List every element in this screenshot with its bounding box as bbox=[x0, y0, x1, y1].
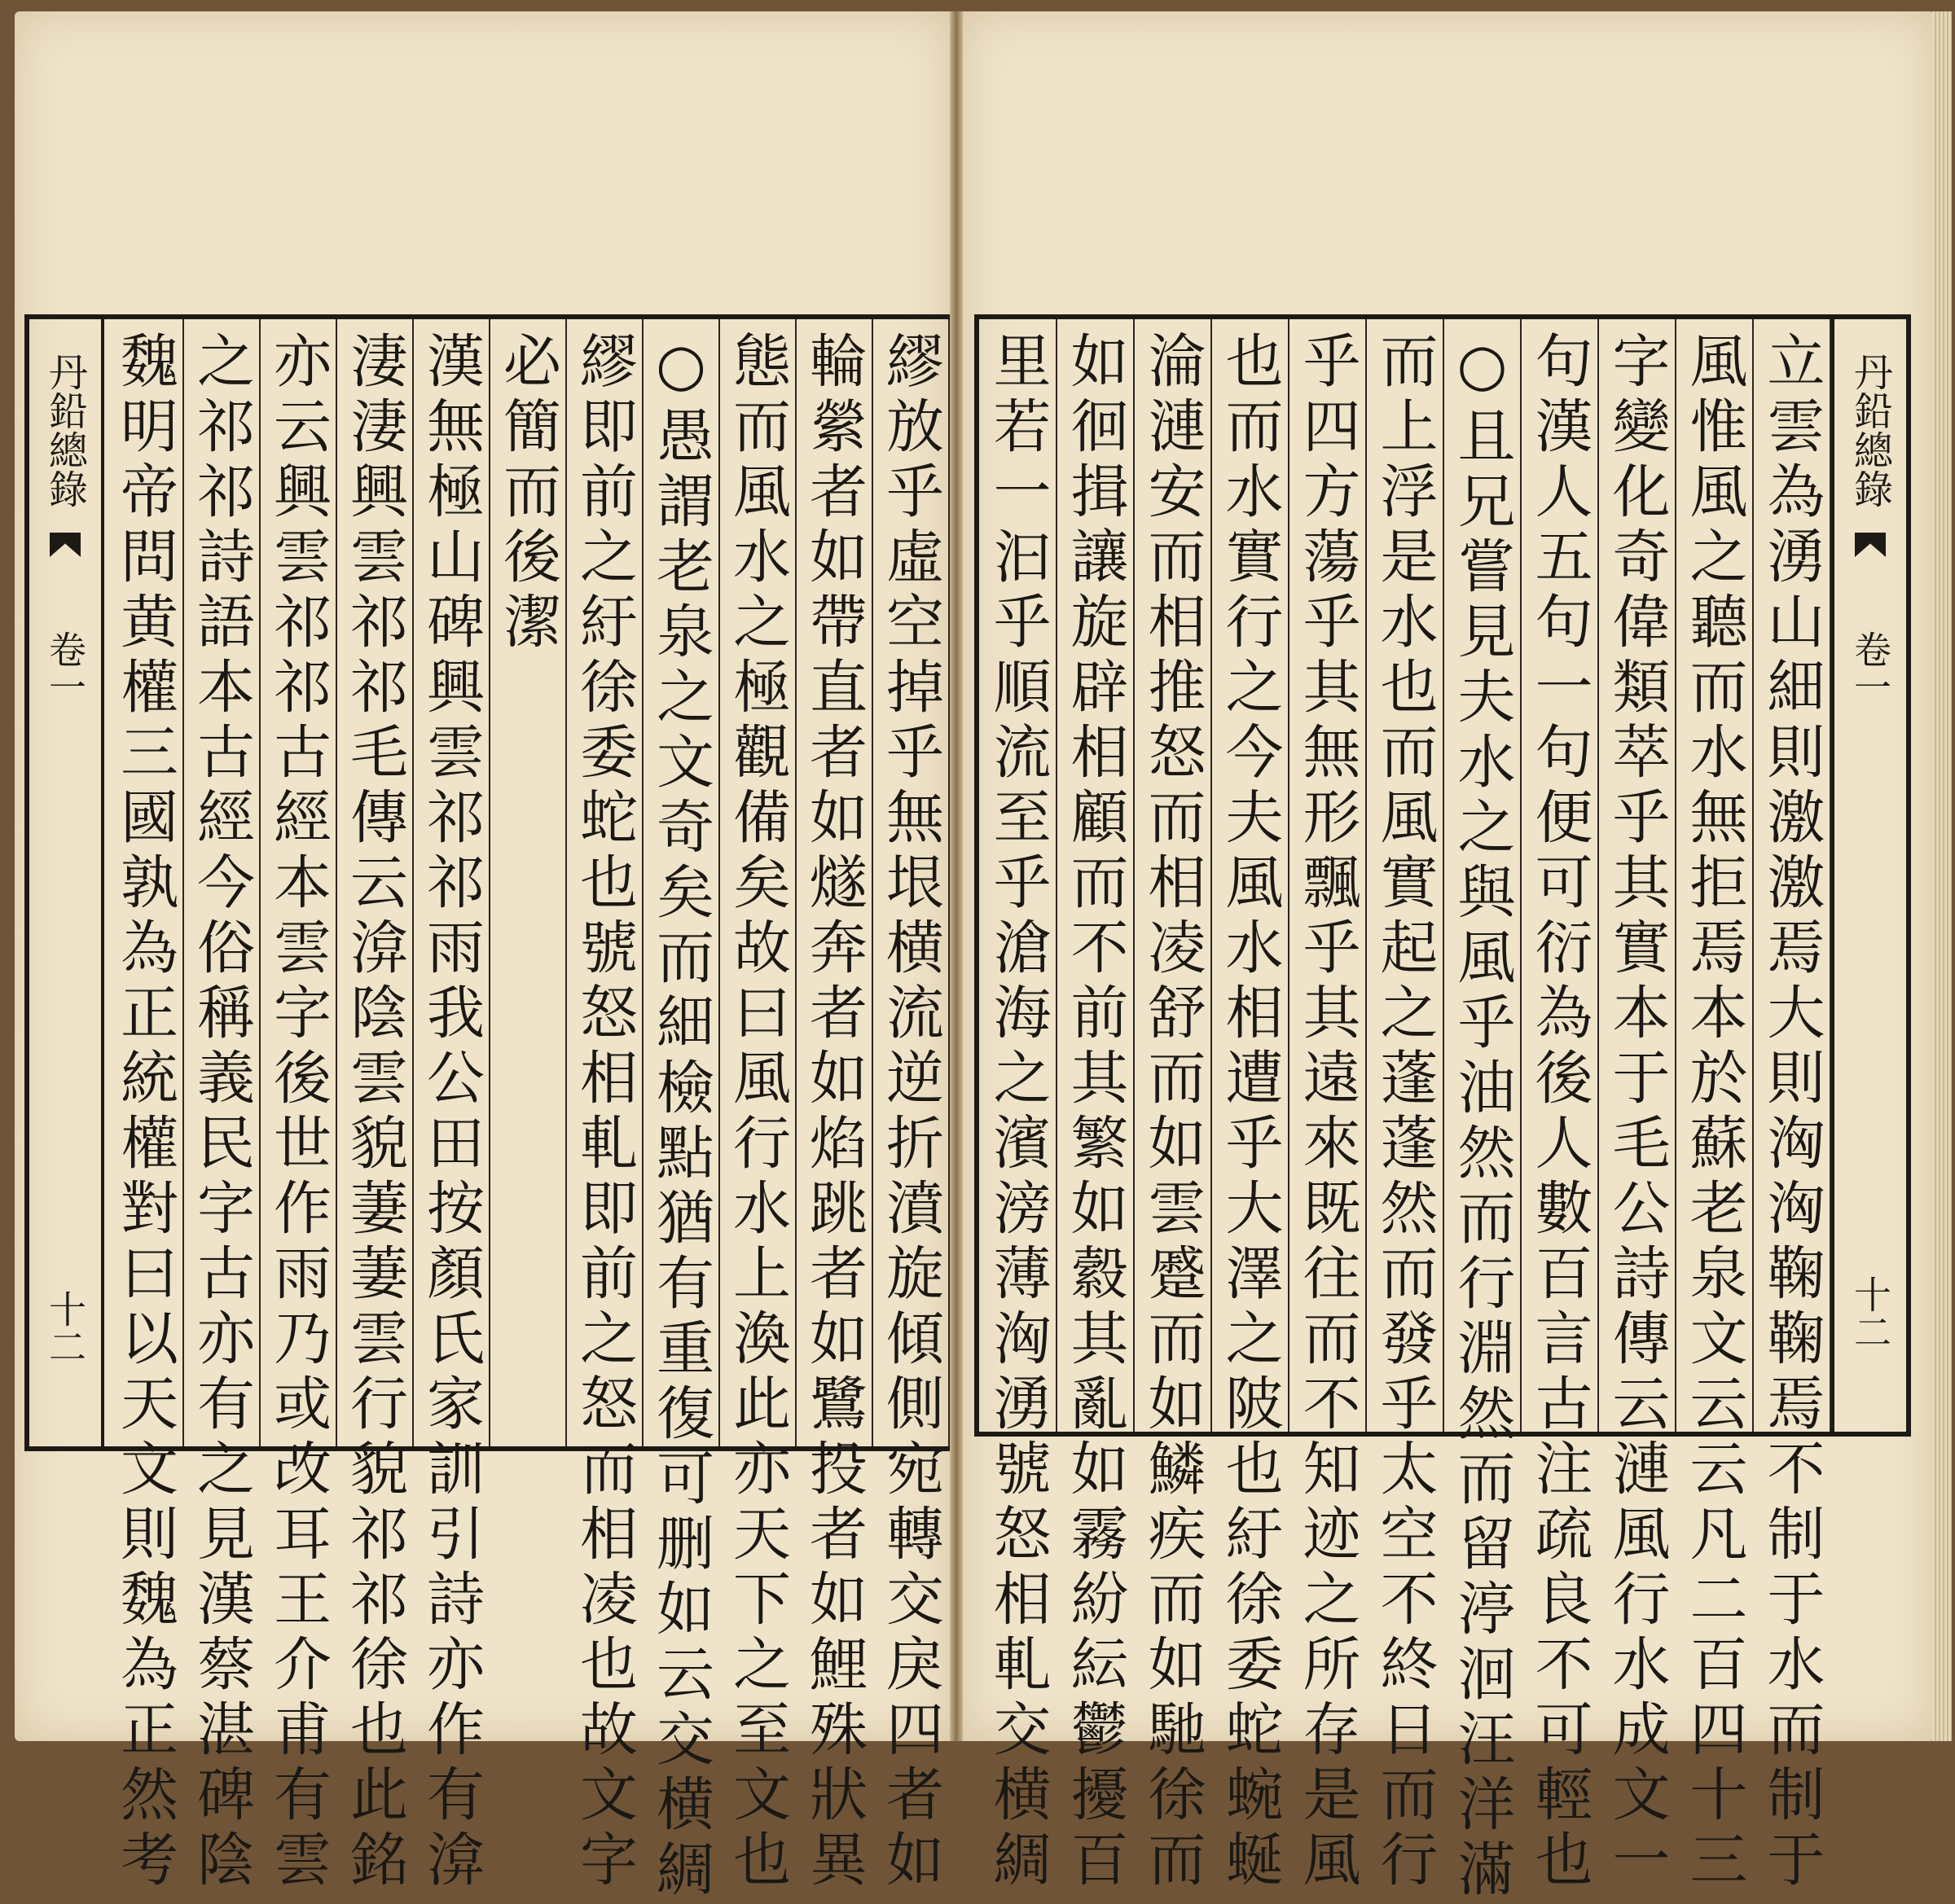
text-column bbox=[797, 319, 873, 1894]
column-text: 淪漣安而相推怒而相凌舒而如雲蹙而如鱗疾而如馳徐而 bbox=[1139, 331, 1206, 1894]
right-margin-title: 丹鉛總錄 bbox=[1847, 352, 1893, 508]
text-column bbox=[1212, 319, 1289, 1894]
column-text: 魏明帝問黄權三國孰為正統權對曰以天文則魏為正然考 bbox=[111, 331, 179, 1894]
left-page-text-frame bbox=[24, 314, 950, 1904]
fishtail-mark bbox=[1855, 533, 1886, 557]
column-text: 也而水實行之今夫風水相遭乎大澤之陂也紆徐委蛇蜿蜒 bbox=[1216, 331, 1284, 1894]
text-column bbox=[1676, 319, 1754, 1894]
column-text: 繆放乎虛空掉乎無垠横流逆折濆旋傾側宛轉交戾四者如 bbox=[876, 331, 945, 1894]
text-column bbox=[1135, 319, 1212, 1894]
column-text: 字變化奇偉類萃乎其實本于毛公詩傳云漣風行水成文一 bbox=[1603, 331, 1671, 1894]
text-column bbox=[261, 319, 337, 1894]
right-margin-page-number: 十二 bbox=[1848, 1275, 1892, 1350]
right-margin-volume: 卷一 bbox=[1848, 630, 1892, 705]
text-column bbox=[337, 319, 414, 1894]
right-page-text-frame bbox=[974, 314, 1911, 1904]
left-margin-page-number: 十二 bbox=[43, 1290, 87, 1365]
text-column bbox=[1057, 319, 1135, 1894]
column-text: 風惟風之聽而水無拒焉本於蘇老泉文云云凡二百四十三 bbox=[1680, 331, 1748, 1894]
text-column bbox=[1444, 319, 1522, 1904]
column-text: 淒淒興雲祁祁毛傳云渰陰雲貌萋萋雲行貌祁祁徐也此銘 bbox=[340, 331, 409, 1894]
column-text: 態而風水之極觀備矣故曰風行水上渙此亦天下之至文也 bbox=[723, 331, 792, 1894]
fishtail-mark bbox=[50, 533, 81, 557]
text-column bbox=[1754, 319, 1831, 1894]
text-column bbox=[414, 319, 490, 1894]
column-text: 如徊揖讓旋辟相顧而不前其繁如縠其亂如霧紛紜鬱擾百 bbox=[1061, 331, 1129, 1894]
text-column bbox=[490, 319, 567, 1446]
column-text: 輪縈者如帶直者如燧奔者如焰跳者如鷺投者如鯉殊狀異 bbox=[800, 331, 868, 1894]
column-text: 之祁祁詩語本古經今俗稱義民字古亦有之見漢蔡湛碑陰 bbox=[187, 331, 256, 1894]
column-text: 里若一汩乎順流至乎滄海之濱滂薄洶湧號怒相軋交横綢 bbox=[984, 331, 1052, 1894]
column-text: 漢無極山碑興雲祁祁雨我公田按顏氏家訓引詩亦作有渰 bbox=[417, 331, 485, 1894]
column-text: ○且兄嘗見夫水之與風乎油然而行淵然而留渟洄汪洋滿 bbox=[1448, 331, 1516, 1904]
left-page-margin-column bbox=[29, 319, 104, 1446]
column-text: 繆即前之紆徐委蛇也號怒相軋即前之怒而相凌也故文字 bbox=[570, 331, 639, 1894]
column-text: 乎四方蕩乎其無形飄乎其遠來既往而不知迹之所存是風 bbox=[1294, 331, 1361, 1894]
right-page-margin-column bbox=[1831, 319, 1906, 1432]
column-text: 必簡而後潔 bbox=[494, 331, 562, 656]
column-text: 句漢人五句一句便可衍為後人數百言古注疏良不可輕也 bbox=[1526, 331, 1593, 1894]
text-column bbox=[1289, 319, 1367, 1894]
text-column bbox=[873, 319, 950, 1894]
text-column bbox=[1599, 319, 1676, 1894]
text-column bbox=[1522, 319, 1599, 1894]
text-column bbox=[184, 319, 261, 1894]
column-text: 亦云興雲祁祁古經本雲字後世作雨乃或改耳王介甫有雲 bbox=[264, 331, 332, 1894]
left-margin-volume: 卷一 bbox=[43, 630, 87, 705]
book-gutter bbox=[950, 11, 963, 1741]
text-column bbox=[980, 319, 1057, 1894]
text-column bbox=[108, 319, 184, 1894]
column-text: 立雲為湧山細則激激焉大則洶洶鞠鞠焉不制于水而制于 bbox=[1758, 331, 1825, 1894]
left-margin-title: 丹鉛總錄 bbox=[42, 352, 88, 508]
text-column bbox=[1367, 319, 1444, 1894]
column-text: ○愚謂老泉之文奇矣而細檢點猶有重復可删如云交横綢 bbox=[647, 331, 715, 1904]
text-column bbox=[644, 319, 720, 1904]
text-column bbox=[720, 319, 797, 1894]
page-edges bbox=[1932, 11, 1952, 1741]
text-column bbox=[567, 319, 644, 1894]
column-text: 而上浮是水也而風實起之蓬蓬然而發乎太空不終日而行 bbox=[1371, 331, 1439, 1894]
